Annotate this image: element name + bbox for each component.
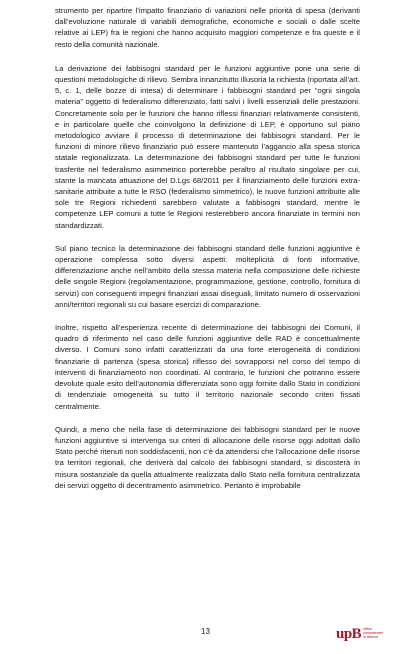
- paragraph-1: strumento per ripartire l’impatto finanziario di variazioni nelle priorità di spesa (derivanti dall’evoluzione naturale di variabili demografiche, economiche e sociali o dalle scelte relative ai LEP) fra le regioni che hanno acquisito maggiori competenze e fra queste e il resto della comunità nazionale.: [55, 6, 360, 49]
- logo-mark: upB: [336, 625, 362, 642]
- paragraph-5: Quindi, a meno che nella fase di determinazione dei fabbisogni standard per le nuove funzioni aggiuntive si intervenga sui criteri di allocazione delle risorse oggi adottati dallo Stato perché ritenuti non soddisfacenti, non c’è da attendersi che l’allocazione delle risorse tra territori regionali, che deriverà dal calcolo dei fabbisogni standard, si discosterà in misura sostanziale da quella attualmente realizzata dallo Stato nella fornitura centralizzata dei servizi oggetto di decentramento asimmetrico. Pertanto è improbabile: [55, 424, 360, 490]
- logo-line-1: ufficio: [363, 627, 372, 632]
- page-number: 13: [201, 627, 210, 636]
- upb-logo: [336, 622, 396, 646]
- logo-text: [363, 628, 383, 639]
- logo-line-2: parlamentare: [363, 631, 384, 636]
- paragraph-3: Sul piano tecnico la determinazione dei fabbisogni standard delle funzioni aggiuntive è operazione complessa sotto diversi aspetti: molteplicità di fonti informative, differenziazione anche nell’ambito della stessa materia nella composizione delle richieste delle singole Regioni (regolamentazione, programmazione, gestione, controllo, fornitura di servizi) con conseguenti impegni finanziari assai diseguali, limitato numero di osservazioni anni/territori regionali su cui basare esercizi di comparazione.: [55, 243, 360, 309]
- paragraph-4: Inoltre, rispetto all’esperienza recente di determinazione dei fabbisogni dei Comuni, il quadro di riferimento nel caso delle funzioni aggiuntive delle RAD è concettualmente diverso. I Comuni sono infatti caratterizzati da una forte eterogeneità di condizioni finanziarie di partenza (spesa storica) riflesso dei sovrapporsi nel corso del tempo di interventi di finanziamento non coordinati. Al contrario, le funzioni che potranno essere devolute quale esito dell’autonomia differenziata sono oggi fornite dallo Stato in condizioni di tendenziale omogeneità su tutto il territorio nazionale secondo criteri fissati centralmente.: [55, 323, 360, 411]
- body-text: [55, 5, 360, 503]
- paragraph-2: La derivazione dei fabbisogni standard per le funzioni aggiuntive pone una serie di questioni metodologiche di rilievo. Sembra innanzitutto illusoria la richiesta (riportata all’art. 5, c. 1, delle bozze di intesa) di determinare i fabbisogni standard per “ogni singola materia” oggetto di federalismo differenziato, fatti salvi i livelli essenziali delle prestazioni. Concretamente solo per le funzioni che hanno riflessi finanziari relativamente consistenti, e in particolare quelle che coinvolgono la definizione di LEP, è opportuno sul piano metodologico avviare il processo di determinazione dei fabbisogni standard. Per le funzioni di minore rilievo finanziario può essere mantenuto l’aggancio alla spesa storica statale regionalizzata. La determinazione dei fabbisogni standard per tutte le funzioni trasferite nel federalismo asimmetrico porterebbe peraltro al risultato singolare per cui, stante la mancata attuazione del D.Lgs 68/2011 per il finanziamento delle funzioni extra-sanitarie attribuite a tutte le RSO (federalismo simmetrico), le nuove funzioni attribuite alle sole tre Regioni richiedenti sarebbero valutate a fabbisogni standard, mentre le competenze LEP comuni a tutte le Regioni resterebbero ancora finanziate in termini non standardizzati.: [55, 63, 360, 230]
- logo-line-3: di bilancio: [363, 634, 379, 639]
